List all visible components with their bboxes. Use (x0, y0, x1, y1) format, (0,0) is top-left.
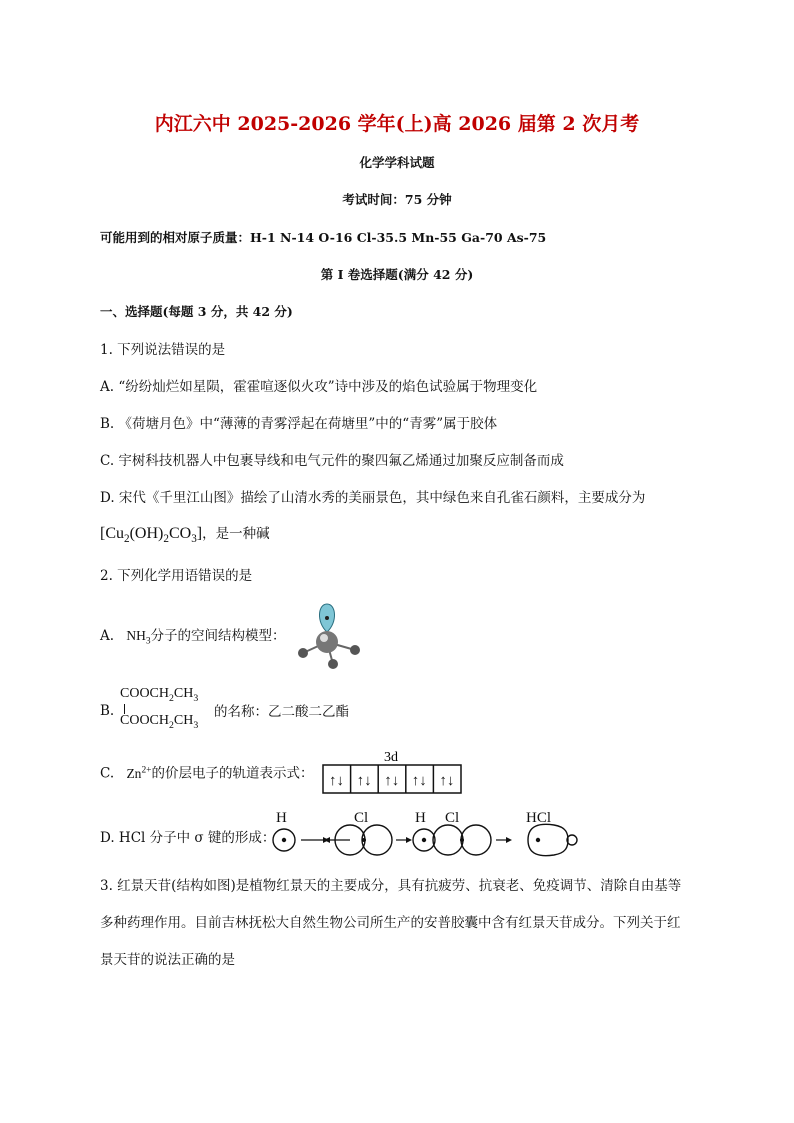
q3-line-2: 多种药理作用。目前吉林抚松大自然生物公司所生产的安普胶囊中含有红景天苷成分。下列关于红 (100, 915, 681, 931)
svg-text:↑↓: ↑↓ (439, 773, 455, 789)
q1-option-d-tail: ，是一种碱 (202, 526, 270, 542)
part-heading: 一、选择题(每题 3 分，共 42 分) (100, 304, 293, 319)
exam-title: 内江六中 2025-2026 学年(上)高 2026 届第 2 次月考 (154, 113, 640, 135)
q1-option-d-formula-line (100, 524, 270, 547)
q1-option-d: D. 宋代《千里江山图》描绘了山清水秀的美丽景色，其中绿色来自孔雀石颜料，主要成分为 (100, 490, 646, 506)
subject-title: 化学学科试题 (359, 155, 435, 170)
label-h-1: H (276, 810, 287, 826)
q1-option-a: A. “纷纷灿烂如星陨，霍霍喧逐似火攻”诗中涉及的焰色试验属于物理变化 (100, 379, 538, 395)
svg-text:↑↓: ↑↓ (356, 773, 372, 789)
q1-option-b: B. 《荷塘月色》中“薄薄的青雾浮起在荷塘里”中的“青雾”属于胶体 (100, 416, 498, 432)
nh3-ball-stick-model (290, 600, 370, 670)
section-title: 第 I 卷选择题(满分 42 分) (320, 267, 474, 282)
label-cl-1: Cl (354, 810, 369, 826)
q2-a-text: 分子的空间结构模型： (150, 628, 286, 644)
q2-option-b (100, 703, 114, 719)
q2-stem: 2. 下列化学用语错误的是 (100, 568, 253, 584)
svg-text:↑↓: ↑↓ (329, 773, 344, 789)
hcl-sigma-bond-diagram (268, 805, 580, 863)
q2-b-label: B. (100, 703, 115, 719)
q1-option-c: C. 宇树科技机器人中包裹导线和电气元件的聚四氟乙烯通过加聚反应制备而成 (100, 453, 564, 469)
label-h-2: H (415, 810, 426, 826)
atomic-masses: 可能用到的相对原子质量：H-1 N-14 O-16 Cl-35.5 Mn-55 Ga-70 As-75 (100, 230, 547, 245)
q2-c-text: 的价层电子的轨道表示式： (151, 765, 314, 782)
label-hcl: HCl (526, 810, 552, 826)
zn2-3d-orbital-diagram (320, 745, 465, 797)
q2-b-text: 的名称：乙二酸二乙酯 (214, 704, 349, 720)
label-cl-2: Cl (445, 810, 460, 826)
q1-stem: 1. 下列说法错误的是 (100, 342, 226, 358)
q2-option-c (100, 765, 313, 782)
q2-option-d: D. HCl 分子中 σ 键的形成： (100, 830, 276, 846)
diethyl-oxalate-structure: $COOCH_2CH_3$ $COOCH_2CH_3$ (120, 686, 199, 731)
malachite-formula: $[Cu_2(OH)_2CO_3]$ (100, 525, 203, 546)
q3-line-1: 3. 红景天苷(结构如图)是植物红景天的主要成分，具有抗疲劳、抗衰老、免疫调节、清除自由基等 (100, 878, 682, 894)
orbital-label-3d: 3d (384, 750, 398, 765)
svg-text:↑↓: ↑↓ (384, 773, 400, 789)
q2-a-label: A. (100, 628, 115, 644)
q3-line-3: 景天苷的说法正确的是 (100, 952, 235, 968)
zn2-formula: $Zn^{2+}$ (126, 765, 152, 781)
q2-option-a (100, 628, 286, 648)
exam-time: 考试时间：75 分钟 (342, 192, 452, 207)
nh3-formula: $NH_3$ (126, 628, 151, 647)
svg-text:↑↓: ↑↓ (411, 773, 427, 789)
q2-c-label: C. (100, 765, 115, 782)
